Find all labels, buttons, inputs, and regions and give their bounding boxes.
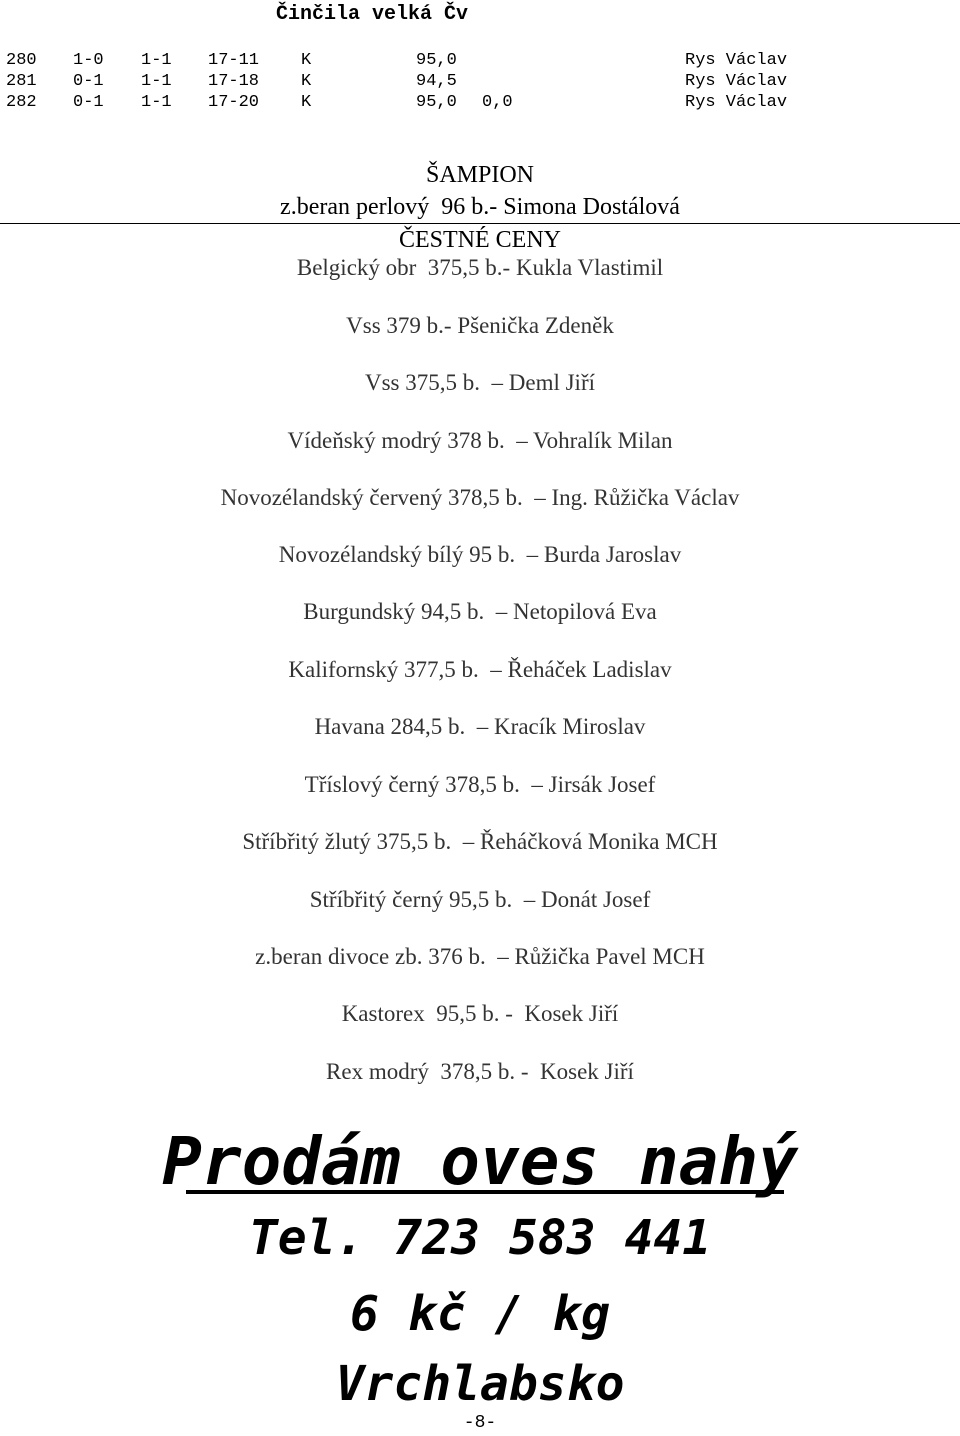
result-cell: K [301,72,312,91]
extra-cell: 0,0 [482,93,513,112]
breeder-cell: Rys Václav [685,72,788,91]
score-cell: 95,0 [416,51,457,70]
award-item: Tříslový černý 378,5 b. – Jirsák Josef [304,772,656,797]
advert-title: Prodám oves nahý [0,1120,960,1204]
result-cell: 0-1 [73,93,104,112]
award-item: Belgický obr 375,5 b.- Kukla Vlastimil [296,255,664,280]
score-cell: 94,5 [416,72,457,91]
result-cell: 1-1 [141,93,172,112]
result-cell: 1-0 [73,51,104,70]
award-item: Burgundský 94,5 b. – Netopilová Eva [303,599,657,624]
champion-line: z.beran perlový 96 b.- Simona Dostálová [280,194,680,220]
result-cell: 1-1 [141,72,172,91]
breeder-cell: Rys Václav [685,51,788,70]
table-row [6,50,906,71]
table-row [6,71,906,92]
result-cell: K [301,51,312,70]
award-item: Rex modrý 378,5 b. - Kosek Jiří [326,1059,634,1084]
cage-number: 280 [6,51,37,70]
award-item: Kastorex 95,5 b. - Kosek Jiří [341,1001,619,1026]
result-cell: 17-11 [208,51,260,70]
honors-heading: ČESTNÉ CENY [399,227,561,253]
award-item: Stříbřitý žlutý 375,5 b. – Řeháčková Monika MCH [242,829,718,854]
advert-place: Vrchlabsko [335,1356,625,1412]
award-item: Stříbřitý černý 95,5 b. – Donát Josef [309,887,651,912]
award-item: Novozélandský červený 378,5 b. – Ing. Růžička Václav [220,485,740,510]
results-table [6,50,906,113]
result-cell: 17-18 [208,72,260,91]
cage-number: 281 [6,72,37,91]
award-item: Novozélandský bílý 95 b. – Burda Jaroslav [278,542,682,567]
award-item: Kalifornský 377,5 b. – Řeháček Ladislav [288,657,672,682]
award-item: Vss 375,5 b. – Deml Jiří [365,370,595,395]
award-item: Vídeňský modrý 378 b. – Vohralík Milan [287,428,673,453]
score-cell: 95,0 [416,93,457,112]
award-item: z.beran divoce zb. 376 b. – Růžička Pavel MCH [255,944,705,969]
breeder-cell: Rys Václav [685,93,788,112]
champion-heading: ŠAMPION [425,162,535,188]
cage-number: 282 [6,93,37,112]
result-cell: 0-1 [73,72,104,91]
page-number: -8- [463,1413,497,1433]
result-cell: 17-20 [208,93,260,112]
section-title: Činčila velká Čv [276,3,469,26]
table-row [6,92,906,113]
divider [0,223,960,224]
award-item: Vss 379 b.- Pšenička Zdeněk [346,313,614,338]
result-cell: 1-1 [141,51,172,70]
award-item: Havana 284,5 b. – Kracík Miroslav [314,714,646,739]
result-cell: K [301,93,312,112]
advert-price: 6 kč / kg [349,1286,611,1342]
advert-phone: Tel. 723 583 441 [248,1210,712,1266]
